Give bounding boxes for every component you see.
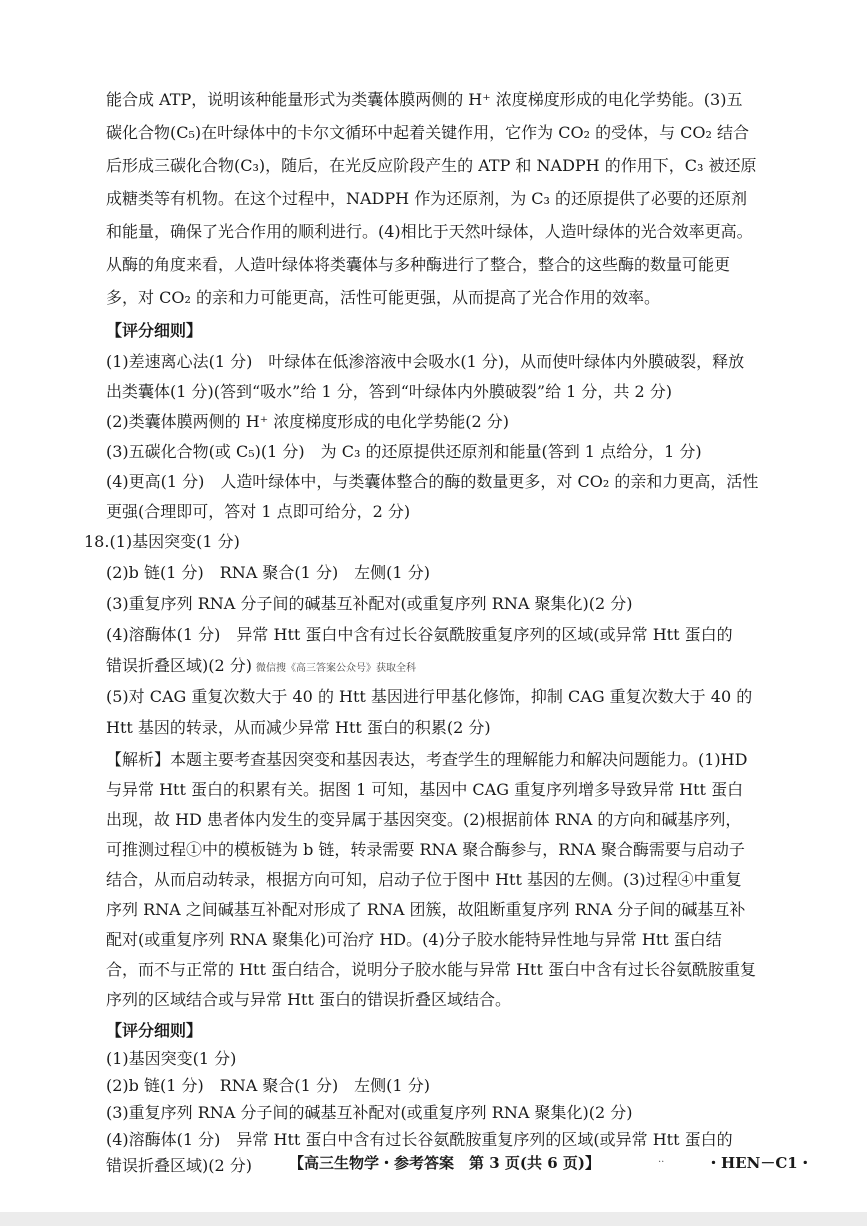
text-line: (1)差速离心法(1 分) 叶绿体在低渗溶液中会吸水(1 分)，从而使叶绿体内外膜破裂，释放 — [106, 352, 745, 371]
bottom-edge — [0, 1212, 867, 1226]
page-footer — [0, 1152, 867, 1176]
text-line: 多，对 CO₂ 的亲和力可能更高，活性可能更强，从而提高了光合作用的效率。 — [106, 288, 660, 307]
section-heading: 【评分细则】 — [106, 321, 203, 340]
text-line: 配对(或重复序列 RNA 聚集化)可治疗 HD。(4)分子胶水能特异性地与异常 Htt 蛋白结 — [106, 930, 722, 949]
text-line: (5)对 CAG 重复次数大于 40 的 Htt 基因进行甲基化修饰，抑制 CAG 重复次数大于 40 的 — [106, 687, 753, 706]
text-line: 错误折叠区域)(2 分) — [106, 1156, 252, 1175]
text-line: 可推测过程①中的模板链为 b 链，转录需要 RNA 聚合酶参与，RNA 聚合酶需要与启动子 — [106, 840, 745, 859]
text-line: 成糖类等有机物。在这个过程中，NADPH 作为还原剂，为 C₃ 的还原提供了必要的还原剂 — [106, 189, 748, 208]
text-line: 出类囊体(1 分)(答到“吸水”给 1 分，答到“叶绿体内外膜破裂”给 1 分，共 2 分) — [106, 382, 673, 401]
text-line: (4)溶酶体(1 分) 异常 Htt 蛋白中含有过长谷氨酰胺重复序列的区域(或异常 Htt 蛋白的 — [106, 625, 733, 644]
text-line: Htt 基因的转录，从而减少异常 Htt 蛋白的积累(2 分) — [106, 718, 491, 737]
question-number-line: 18.(1)基因突变(1 分) — [84, 532, 240, 551]
text-line: 更强(合理即可，答对 1 点即可给分，2 分) — [106, 502, 411, 521]
text-line: 从酶的角度来看，人造叶绿体将类囊体与多种酶进行了整合，整合的这些酶的数量可能更 — [106, 255, 731, 274]
text-line: (4)更高(1 分) 人造叶绿体中，与类囊体整合的酶的数量更多，对 CO₂ 的亲和力更高，活性 — [106, 472, 759, 491]
text-line: 结合，从而启动转录，根据方向可知，启动子位于图中 Htt 基因的左侧。(3)过程④中重复 — [106, 870, 742, 889]
text-line — [106, 654, 416, 678]
text-line: (3)重复序列 RNA 分子间的碱基互补配对(或重复序列 RNA 聚集化)(2 分) — [106, 1103, 633, 1122]
text-line: (4)溶酶体(1 分) 异常 Htt 蛋白中含有过长谷氨酰胺重复序列的区域(或异常 Htt 蛋白的 — [106, 1130, 733, 1149]
section-heading: 【评分细则】 — [106, 1021, 203, 1040]
text-line: 后形成三碳化合物(C₃)，随后，在光反应阶段产生的 ATP 和 NADPH 的作用下，C₃ 被还原 — [106, 156, 757, 175]
text-line: 序列 RNA 之间碱基互补配对形成了 RNA 团簇，故阻断重复序列 RNA 分子间的碱基互补 — [106, 900, 746, 919]
text-line: 与异常 Htt 蛋白的积累有关。据图 1 可知，基因中 CAG 重复序列增多导致异常 Htt 蛋白 — [106, 780, 744, 799]
text-line: (1)基因突变(1 分) — [106, 1049, 237, 1068]
text-line: 能合成 ATP，说明该种能量形式为类囊体膜两侧的 H⁺ 浓度梯度形成的电化学势能。(3)五 — [106, 90, 743, 109]
text-line: 合，而不与正常的 Htt 蛋白结合，说明分子胶水能与异常 Htt 蛋白中含有过长谷氨酰胺重复 — [106, 960, 756, 979]
text-line-part: 错误折叠区域)(2 分) — [106, 656, 252, 675]
text-line: 出现，故 HD 患者体内发生的变异属于基因突变。(2)根据前体 RNA 的方向和碱基序列， — [106, 810, 742, 829]
text-line: (2)b 链(1 分) RNA 聚合(1 分) 左侧(1 分) — [106, 1076, 430, 1095]
text-line: 【解析】本题主要考查基因突变和基因表达，考查学生的理解能力和解决问题能力。(1)HD — [106, 750, 748, 769]
footer-code: ・HEN－C1・ — [706, 1154, 813, 1172]
footer-page-info: 【高三生物学・参考答案 第 3 页(共 6 页)】 — [289, 1154, 600, 1172]
text-line: (3)重复序列 RNA 分子间的碱基互补配对(或重复序列 RNA 聚集化)(2 分) — [106, 594, 633, 613]
text-line: (2)b 链(1 分) RNA 聚合(1 分) 左侧(1 分) — [106, 563, 430, 582]
text-line: 碳化合物(C₅)在叶绿体中的卡尔文循环中起着关键作用，它作为 CO₂ 的受体，与 CO₂ 结合 — [106, 123, 750, 142]
text-line: 序列的区域结合或与异常 Htt 蛋白的错误折叠区域结合。 — [106, 990, 511, 1009]
text-line: (2)类囊体膜两侧的 H⁺ 浓度梯度形成的电化学势能(2 分) — [106, 412, 509, 431]
footer-dots: .. — [658, 1154, 665, 1165]
watermark-note: 微信搜《高三答案公众号》获取全科 — [256, 663, 416, 674]
text-line: (3)五碳化合物(或 C₅)(1 分) 为 C₃ 的还原提供还原剂和能量(答到 1 点给分，1 分) — [106, 442, 702, 461]
text-line: 和能量，确保了光合作用的顺利进行。(4)相比于天然叶绿体，人造叶绿体的光合效率更高。 — [106, 222, 753, 241]
